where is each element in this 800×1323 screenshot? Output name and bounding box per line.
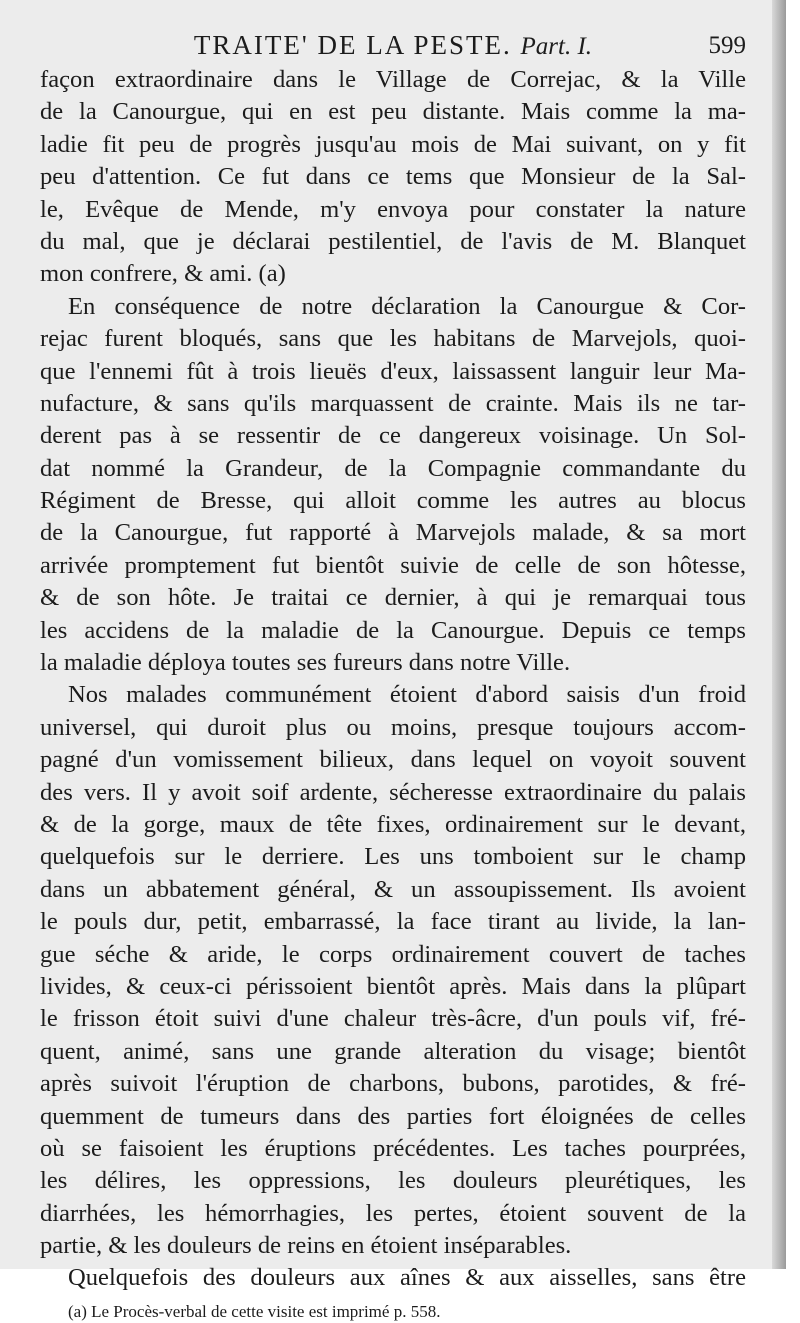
text-line: du mal, que je déclarai pestilentiel, de l'avis de M. Blanquet (40, 227, 746, 255)
text-line: des vers. Il y avoit soif ardente, sécheresse extraordinaire du palais (40, 778, 746, 806)
text-line: & de son hôte. Je traitai ce dernier, à qui je remarquai tous (40, 584, 746, 612)
text-line: gue séche & aride, le corps ordinairement couvert de taches (40, 940, 746, 968)
header-title: TRAITE' DE LA PESTE. (193, 30, 512, 60)
text-line: livides, & ceux-ci périssoient bientôt après. Mais dans la plûpart (40, 972, 746, 1000)
text-line: quelquefois sur le derriere. Les uns tomboient sur le champ (40, 843, 746, 871)
text-line: façon extraordinaire dans le Village de Correjac, & la Ville (40, 66, 746, 93)
text-line: ladie fit peu de progrès jusqu'au mois de Mai suivant, on y fit (40, 130, 746, 158)
text-line: après suivoit l'éruption de charbons, bubons, parotides, & fré- (40, 1070, 746, 1098)
running-title (194, 28, 592, 61)
text-line: Régiment de Bresse, qui alloit comme les autres au blocus (40, 487, 746, 515)
paragraph (40, 679, 746, 1262)
paragraph (40, 291, 746, 680)
text-line: diarrhées, les hémorrhagies, les pertes, étoient souvent de la (40, 1199, 746, 1227)
text-line: mon confrere, & ami. (a) (40, 260, 286, 288)
text-line: où se faisoient les éruptions précédentes. Les taches pourprées, (40, 1134, 746, 1162)
running-header (40, 28, 746, 68)
text-line: derent pas à se ressentir de ce dangereux voisinage. Un Sol- (40, 422, 746, 450)
text-line: les délires, les oppressions, les douleurs pleurétiques, les (40, 1167, 746, 1195)
text-line: quent, animé, sans une grande alteration du visage; bientôt (40, 1037, 746, 1065)
text-line: de la Canourgue, fut rapporté à Marvejols malade, & sa mort (40, 519, 746, 547)
text-line: le, Evêque de Mende, m'y envoya pour constater la nature (40, 195, 746, 223)
text-line: que l'ennemi fût à trois lieuës d'eux, laissassent languir leur Ma- (40, 357, 746, 385)
text-line: pagné d'un vomissement bilieux, dans lequel on voyoit souvent (40, 746, 746, 774)
header-part: Part. I. (520, 33, 593, 60)
paragraph (40, 64, 746, 291)
text-line: la maladie déploya toutes ses fureurs dans notre Ville. (40, 649, 571, 677)
text-line: En conséquence de notre déclaration la Canourgue & Cor- (68, 292, 746, 320)
text-line: de la Canourgue, qui en est peu distante. Mais comme la ma- (40, 98, 746, 126)
text-line: arrivée promptement fut bientôt suivie de celle de son hôtesse, (40, 551, 746, 579)
text-line: Quelquefois des douleurs aux aînes & aux aisselles, sans être (68, 1264, 746, 1292)
text-line: universel, qui duroit plus ou moins, presque toujours accom- (40, 713, 746, 741)
text-line: rejac furent bloqués, sans que les habitans de Marvejols, quoi- (40, 325, 746, 353)
page-number: 599 (708, 32, 746, 59)
paragraph (40, 1262, 746, 1294)
text-line: nufacture, & sans qu'ils marquassent de crainte. Mais ils ne tar- (40, 389, 746, 417)
text-line: dat nommé la Grandeur, de la Compagnie commandante du (40, 454, 746, 482)
footnote: (a) Le Procès-verbal de cette visite est imprimé p. 558. (68, 1301, 441, 1321)
text-line: quemment de tumeurs dans des parties fort éloignées de celles (40, 1102, 746, 1130)
text-line: Nos malades communément étoient d'abord saisis d'un froid (68, 681, 746, 709)
text-line: dans un abbatement général, & un assoupissement. Ils avoient (40, 875, 746, 903)
text-line: partie, & les douleurs de reins en étoient inséparables. (40, 1232, 572, 1260)
text-line: le pouls dur, petit, embarrassé, la face tirant au livide, la lan- (40, 908, 746, 936)
text-line: & de la gorge, maux de tête fixes, ordinairement sur le devant, (40, 810, 746, 838)
text-line: peu d'attention. Ce fut dans ce tems que Monsieur de la Sal- (40, 163, 746, 191)
text-line: le frisson étoit suivi d'une chaleur très-âcre, d'un pouls vif, fré- (40, 1005, 746, 1033)
text-line: les accidens de la maladie de la Canourgue. Depuis ce temps (40, 616, 746, 644)
text-body (40, 64, 746, 1295)
